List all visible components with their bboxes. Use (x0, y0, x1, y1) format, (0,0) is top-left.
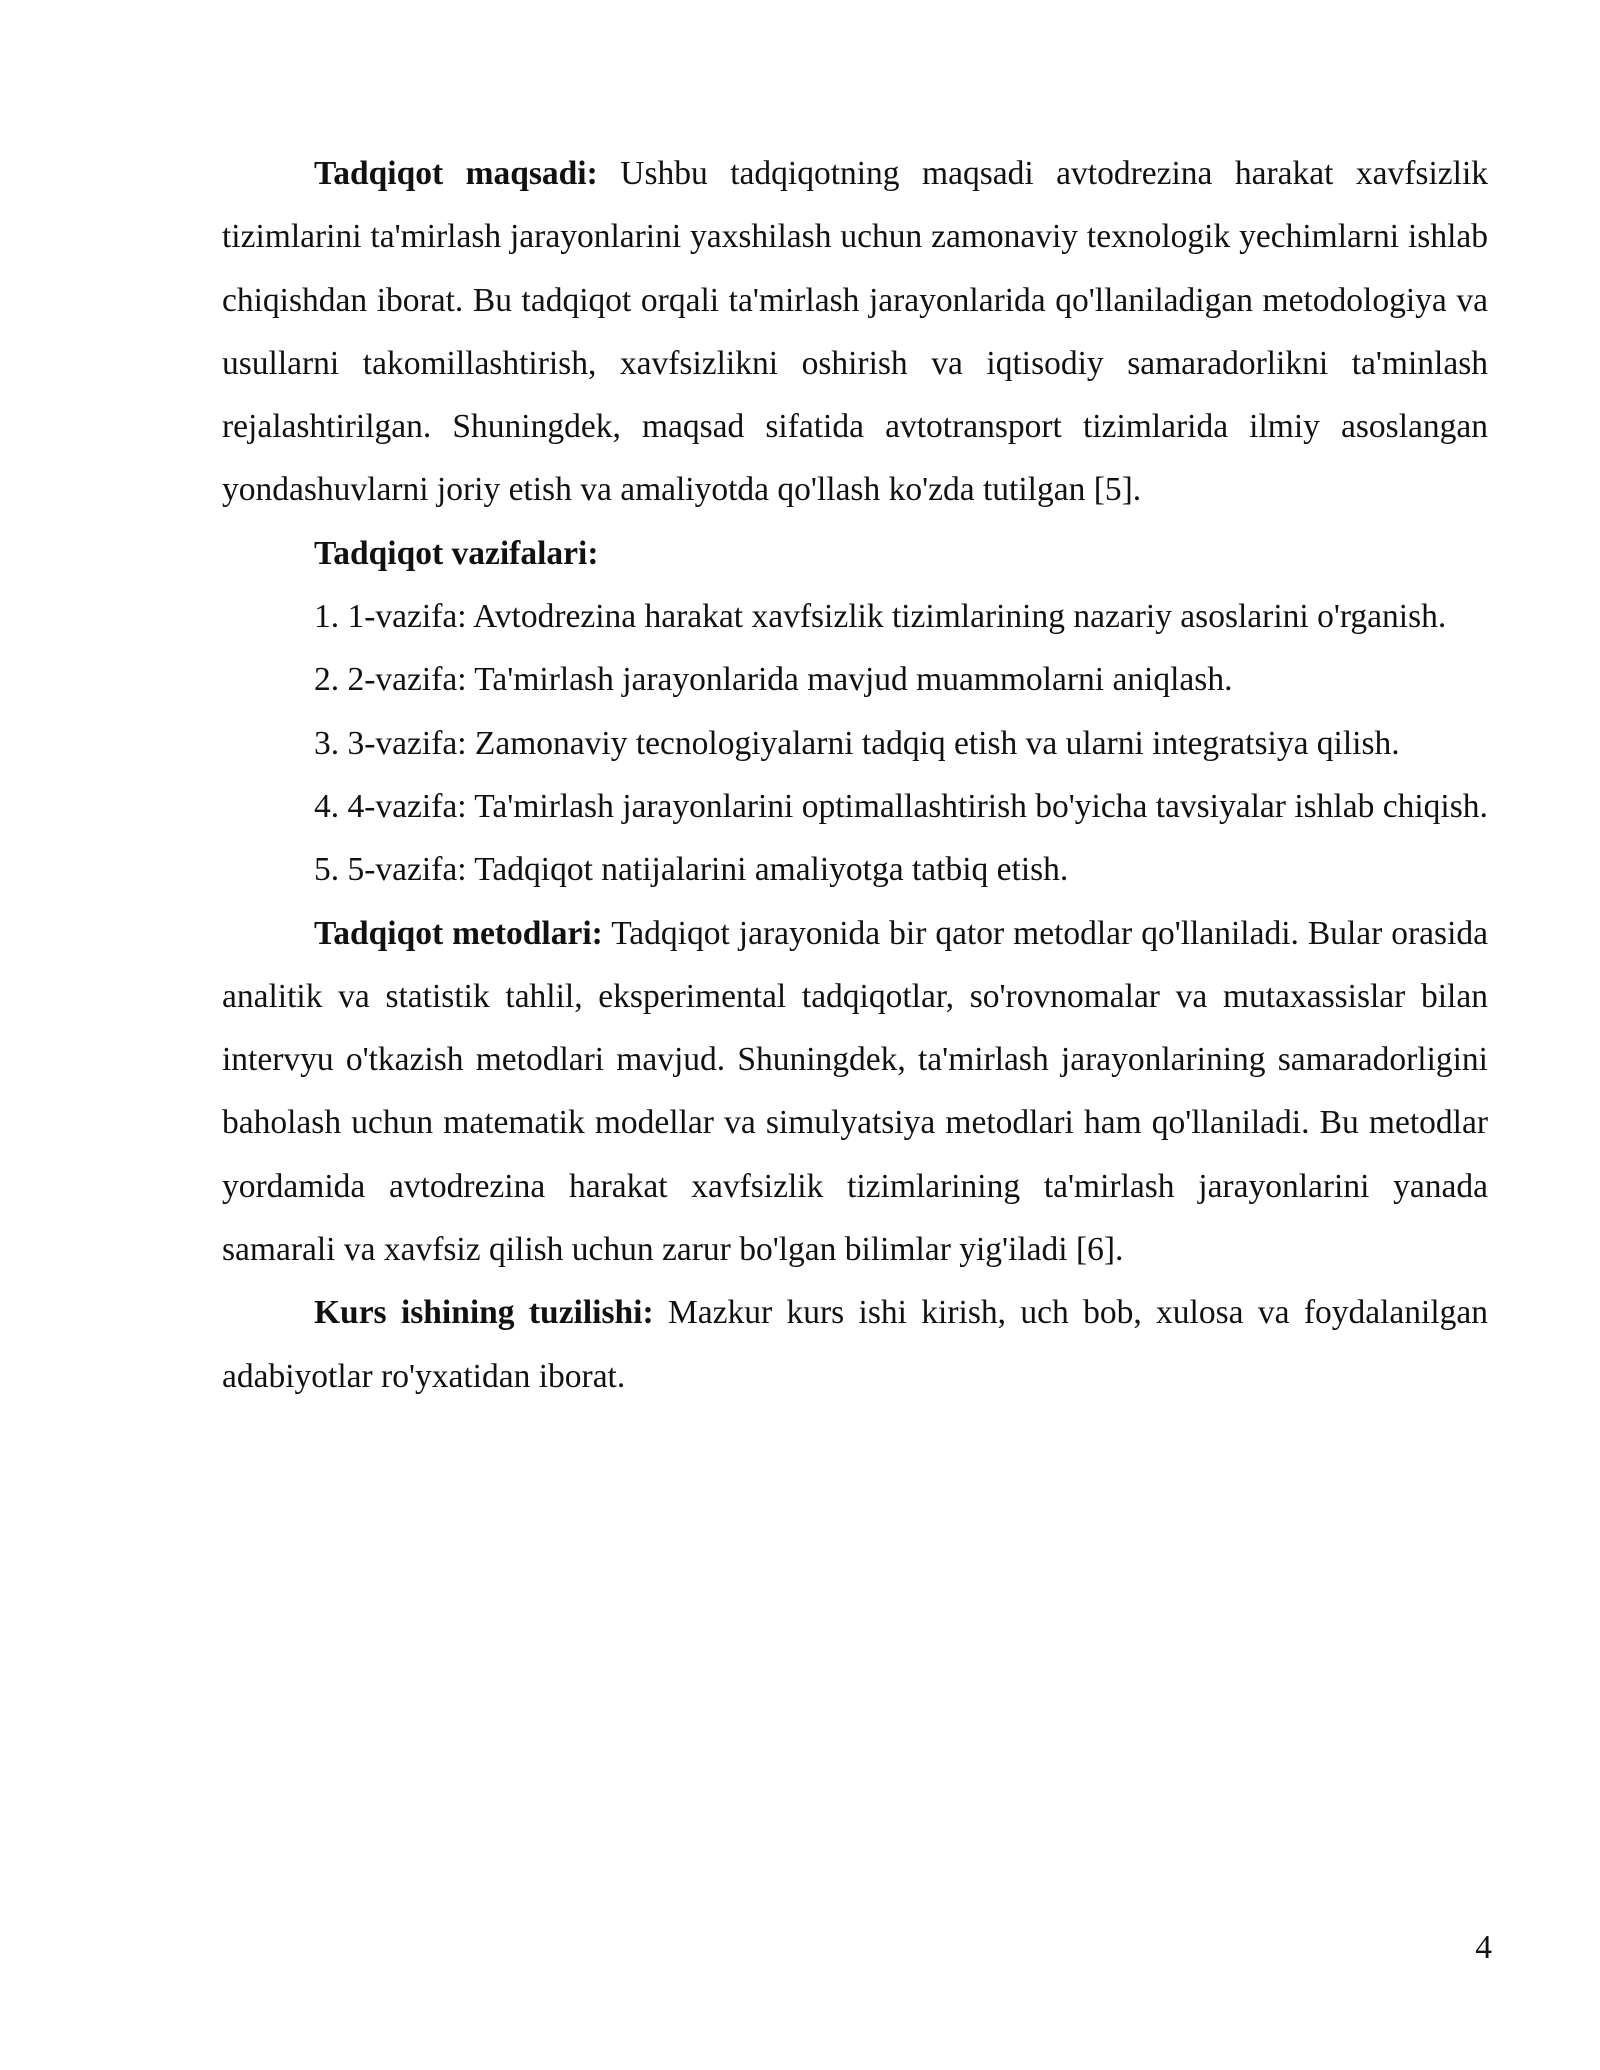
methods-paragraph (222, 902, 1488, 1282)
task-item-5: 5. 5-vazifa: Tadqiqot natijalarini amaliyotga tatbiq etish. (314, 851, 1069, 889)
task-item-2: 2. 2-vazifa: Ta'mirlash jarayonlarida mavjud muammolarni aniqlash. (314, 661, 1233, 699)
task-item-3: 3. 3-vazifa: Zamonaviy tecnologiyalarni tadqiq etish va ularni integratsiya qilish. (314, 724, 1400, 762)
purpose-paragraph (222, 142, 1488, 522)
tasks-heading: Tadqiqot vazifalari: (314, 534, 599, 572)
page-number: 4 (1475, 1929, 1492, 1966)
methods-text: Tadqiqot jarayonida bir qator metodlar qo'llaniladi. Bular orasida analitik va statistik tahlil, eksperimental tadqiqotlar, so'rovnomalar va mutaxassislar bilan intervyu o'tkazish metodlari mavjud. Shuningdek, ta'mirlash jarayonlarining samaradorligini baholash uchun matematik modellar va simulyatsiya metodlari ham qo'llaniladi. Bu metodlar yordamida avtodrezina harakat xavfsizlik tizimlarining ta'mirlash jarayonlarini yanada samarali va xavfsiz qilish uchun zarur bo'lgan bilimlar yig'iladi [6]. (222, 914, 1488, 1269)
document-page (222, 142, 1488, 1408)
purpose-lead: Tadqiqot maqsadi: (314, 155, 598, 192)
task-item-4: 4. 4-vazifa: Ta'mirlash jarayonlarini optimallashtirish bo'yicha tavsiyalar ishlab chiqish. (314, 787, 1488, 825)
structure-text: Mazkur kurs ishi kirish, uch bob, xulosa va foydalanilgan adabiyotlar ro'yxatidan iborat. (222, 1294, 1489, 1395)
structure-lead: Kurs ishining tuzilishi: (314, 1294, 654, 1332)
structure-paragraph (222, 1281, 1488, 1408)
methods-lead: Tadqiqot metodlari: (314, 914, 603, 952)
task-item-1: 1. 1-vazifa: Avtodrezina harakat xavfsizlik tizimlarining nazariy asoslarini o'rganish. (314, 598, 1447, 636)
purpose-text: Ushbu tadqiqotning maqsadi avtodrezina harakat xavfsizlik tizimlarini ta'mirlash jarayonlarini yaxshilash uchun zamonaviy texnologik yechimlarni ishlab chiqishdan iborat. Bu tadqiqot orqali ta'mirlash jarayonlarida qo'llaniladigan metodologiya va usullarni takomillashtirish, xavfsizlikni oshirish va iqtisodiy samaradorlikni ta'minlash rejalashtirilgan. Shuningdek, maqsad sifatida avtotransport tizimlarida ilmiy asoslangan yondashuvlarni joriy etish va amaliyotda qo'llash ko'zda tutilgan [5]. (222, 155, 1489, 509)
